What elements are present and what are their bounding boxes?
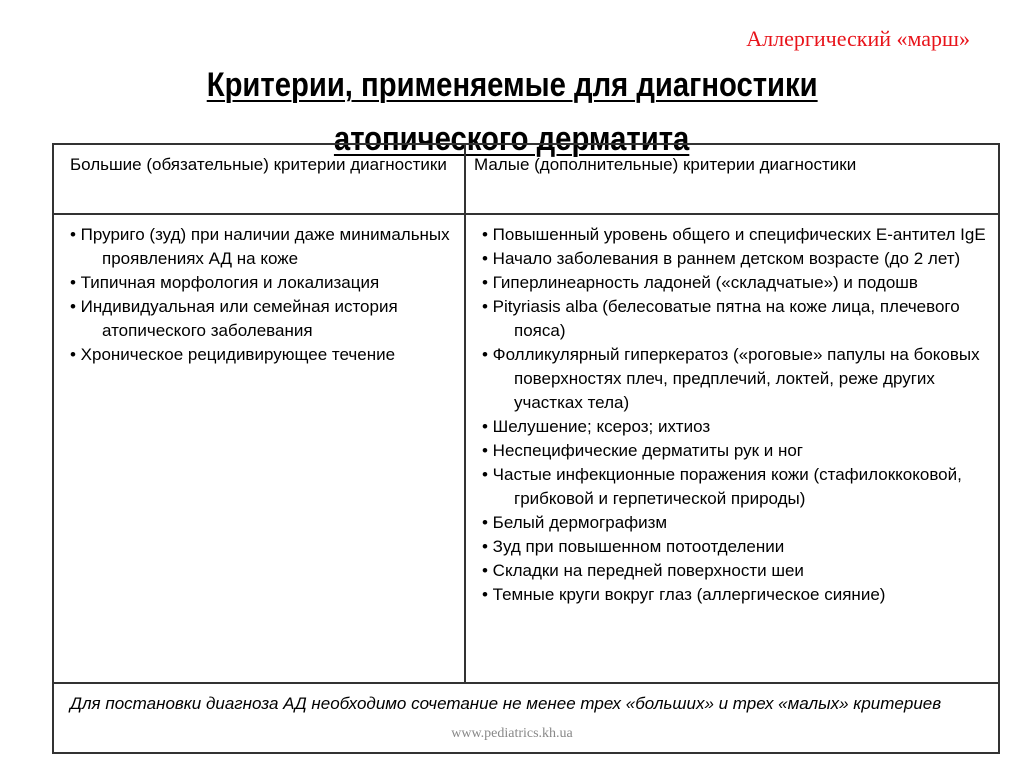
list-item: • Фолликулярный гиперкератоз («роговые» папулы на боковых поверхностях плеч, предплечий, локтей, реже других участках тела) (482, 345, 980, 412)
watermark: www.pediatrics.kh.ua (451, 726, 573, 741)
list-item: • Шелушение; ксероз; ихтиоз (482, 417, 711, 436)
list-item: • Гиперлинеарность ладоней («складчатые») и подошв (482, 273, 918, 292)
minor-criteria-cell (465, 214, 999, 683)
list-item: • Темные круги вокруг глаз (аллергическое сияние) (482, 585, 886, 604)
list-item: • Pityriasis alba (белесоватые пятна на коже лица, плечевого пояса) (482, 297, 960, 340)
list-item: • Индивидуальная или семейная история атопического заболевания (70, 297, 398, 340)
footer-note: Для постановки диагноза АД необходимо сочетание не менее трех «больших» и трех «малых» критериев (70, 694, 942, 713)
list-item: • Частые инфекционные поражения кожи (стафилоккоковой, грибковой и герпетической природы) (482, 465, 962, 508)
list-item: • Начало заболевания в раннем детском возрасте (до 2 лет) (482, 249, 961, 268)
slide-subtitle: Аллергический «марш» (746, 26, 970, 51)
major-criteria-list (62, 223, 456, 367)
list-item: • Складки на передней поверхности шеи (482, 561, 804, 580)
minor-criteria-list (474, 223, 990, 607)
criteria-table (52, 143, 1000, 754)
list-item: • Зуд при повышенном потоотделении (482, 537, 785, 556)
title-line-2: атопического дерматита (334, 120, 690, 158)
list-item: • Неспецифические дерматиты рук и ног (482, 441, 803, 460)
list-item: • Хроническое рецидивирующее течение (70, 345, 396, 364)
footer-note-cell (53, 683, 999, 753)
table-header-row (53, 144, 999, 214)
major-criteria-cell (53, 214, 465, 683)
table-row (53, 214, 999, 683)
header-major: Большие (обязательные) критерии диагностики (53, 144, 465, 214)
header-minor: Малые (дополнительные) критерии диагностики (465, 144, 999, 214)
list-item: • Белый дермографизм (482, 513, 668, 532)
list-item: • Повышенный уровень общего и специфических Е-антител IgE (482, 225, 986, 244)
list-item: • Типичная морфология и локализация (70, 273, 380, 292)
list-item: • Пруриго (зуд) при наличии даже минимальных проявлениях АД на коже (70, 225, 450, 268)
title-line-1: Критерии, применяемые для диагностики (206, 66, 818, 104)
table-footer-row (53, 683, 999, 753)
